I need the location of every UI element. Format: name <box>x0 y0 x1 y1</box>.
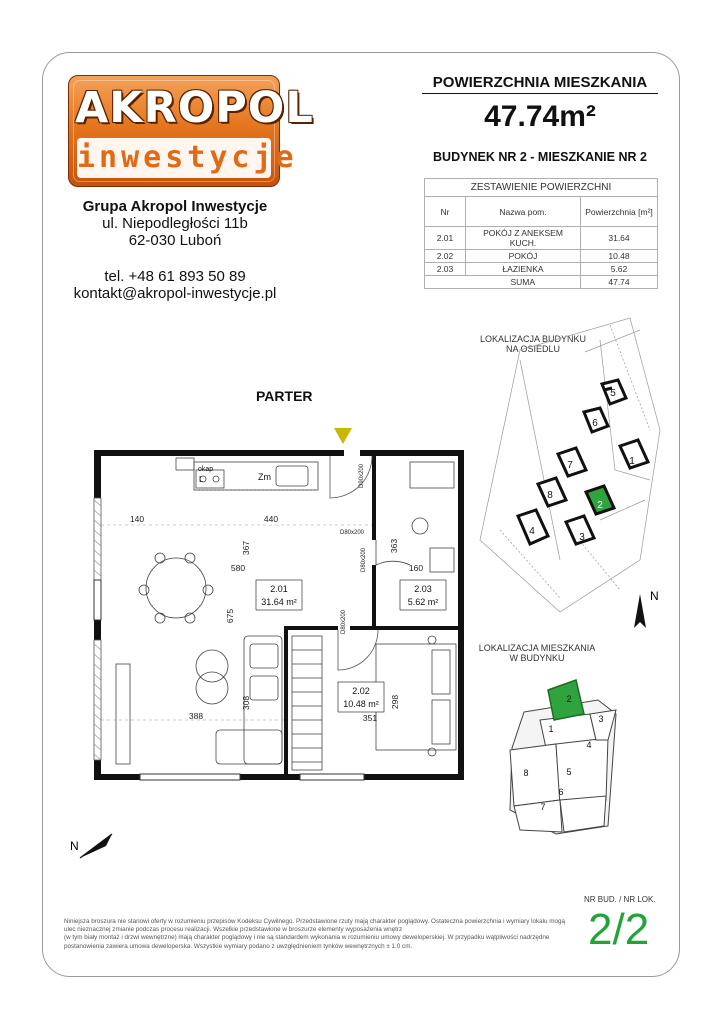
room-area: 10.48 m² <box>343 699 379 709</box>
logo-bottom-text: inwestycje <box>77 138 271 178</box>
row-name: ŁAZIENKA <box>466 263 581 276</box>
dining-table <box>139 553 213 623</box>
floor-level-label: PARTER <box>256 388 313 404</box>
col-nr-header: Nr <box>425 197 466 227</box>
unit-number: 4 <box>586 740 592 750</box>
disclaimer-line: Niniejsza broszura nie stanowi oferty w rozumieniu przepisów Kodeksu Cywilnego. Przedstawione rzuty mają charakter poglądowy. Ostateczna powierzchnia i wymiary lokalu mogą <box>64 918 566 925</box>
row-area: 5.62 <box>581 263 658 276</box>
door-label: D80x200 <box>339 530 365 536</box>
room-number: 2.02 <box>352 686 370 696</box>
site-building-number: 7 <box>567 460 573 471</box>
unit-number: 6 <box>558 787 564 797</box>
row-name: POKÓJ <box>466 250 581 263</box>
unit-number: 8 <box>523 768 529 778</box>
company-phone: tel. +48 61 893 50 89 <box>104 268 246 285</box>
plan-north-label: N <box>70 839 79 853</box>
nr-label: NR BUD. / NR LOK. <box>584 895 656 904</box>
site-building-number: 1 <box>629 456 635 467</box>
unit-number: 1 <box>548 724 554 734</box>
disclaimer <box>64 918 584 951</box>
company-email: kontakt@akropol-inwestycje.pl <box>73 285 277 302</box>
fixture-label: L <box>199 475 204 484</box>
unit-number: 3 <box>598 714 604 724</box>
row-nr: 2.02 <box>425 250 466 263</box>
dimension-label: 160 <box>408 563 424 573</box>
kitchen-counter <box>176 458 318 490</box>
dimension-label: 388 <box>188 711 204 721</box>
row-name: POKÓJ Z ANEKSEM KUCH. <box>466 227 581 250</box>
row-nr: 2.03 <box>425 263 466 276</box>
row-area: 10.48 <box>581 250 658 263</box>
area-heading: POWIERZCHNIA MIESZKANIA <box>432 74 648 91</box>
door-label: D80x200 <box>361 547 367 573</box>
company-city: 62-030 Luboń <box>128 232 222 249</box>
logo-top-text: AKROPOL <box>75 83 314 133</box>
unit-number: 7 <box>540 802 546 812</box>
site-building-number: 2 <box>597 500 603 511</box>
walls <box>94 450 464 780</box>
building-map-label-1: LOKALIZACJA MIESZKANIA <box>478 643 596 653</box>
room-number: 2.01 <box>270 584 288 594</box>
bed <box>376 636 456 756</box>
dimension-label: 440 <box>263 514 279 524</box>
fixture-label: okap <box>198 466 214 473</box>
area-table-title: ZESTAWIENIE POWIERZCHNI <box>425 179 658 197</box>
dimension-label: 367 <box>241 540 251 556</box>
site-building-number: 8 <box>547 490 553 501</box>
col-name-header: Nazwa pom. <box>466 197 581 227</box>
sum-value: 47.74 <box>581 276 658 289</box>
bathroom-fixtures <box>376 462 454 572</box>
unit-number: 2 <box>566 694 572 704</box>
row-area: 31.64 <box>581 227 658 250</box>
plan-north-arrow <box>70 834 112 858</box>
room-area: 31.64 m² <box>261 597 297 607</box>
dimension-label: 308 <box>241 695 251 711</box>
dimension-label: 140 <box>129 514 145 524</box>
unit-number: 5 <box>566 767 572 777</box>
door-label: D90x200 <box>359 463 365 489</box>
total-area: 47.74m² <box>484 100 596 133</box>
dimension-label: 351 <box>362 713 378 723</box>
site-north-arrow <box>634 589 659 628</box>
fixture-label: Zm <box>258 472 271 482</box>
building-apartment-subtitle: BUDYNEK NR 2 - MIESZKANIE NR 2 <box>433 150 647 164</box>
site-north-label: N <box>650 589 659 603</box>
site-building-number: 4 <box>529 526 535 537</box>
site-map-label-2: NA OSIEDLU <box>505 344 561 354</box>
disclaimer-line: (w tym biały montaż i drzwi wewnętrzne) mają charakter poglądowy i nie są standardem wykonania w rozumieniu umowy deweloperskiej. W przypadku wątpliwości nadrzędne <box>64 934 550 942</box>
room-number: 2.03 <box>414 584 432 594</box>
site-building-number: 3 <box>579 532 585 543</box>
room-area: 5.62 m² <box>407 597 439 607</box>
company-name: Grupa Akropol Inwestycje <box>82 198 268 215</box>
site-building-number: 5 <box>610 388 616 399</box>
sum-label: SUMA <box>466 276 581 289</box>
disclaimer-line: postanowienia zawiera umowa deweloperska. Wszystkie wymiary podano z uwzględnieniem tynków wewnętrznych ± 1.0 cm. <box>64 942 413 950</box>
col-area-header: Powierzchnia [m²] <box>581 197 658 227</box>
company-street: ul. Niepodległości 11b <box>102 215 248 232</box>
site-map-label-1: LOKALIZACJA BUDYNKU <box>479 334 587 344</box>
row-nr: 2.01 <box>425 227 466 250</box>
dimension-label: 363 <box>389 538 399 554</box>
dimension-label: 580 <box>230 563 246 573</box>
door-label: D80x200 <box>341 609 347 635</box>
disclaimer-line: ulec nieznacznej zmianie podczas procesu realizacji. Wszelkie przedstawione w broszurze elementy wyposażenia wnętrz <box>64 926 403 934</box>
site-building-number: 6 <box>592 418 598 429</box>
dimension-label: 675 <box>225 608 235 624</box>
entrance-marker <box>334 428 352 444</box>
dimension-label: 298 <box>390 694 400 710</box>
nr-value: 2/2 <box>588 905 650 954</box>
building-map-label-2: W BUDYNKU <box>509 653 565 663</box>
